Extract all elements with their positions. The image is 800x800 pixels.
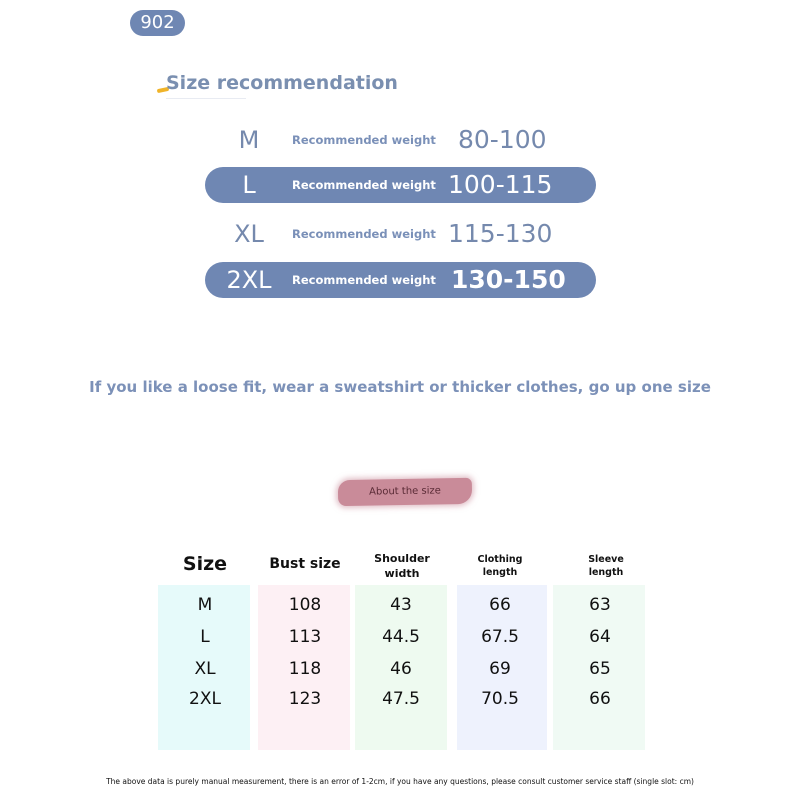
- header-size: Size: [182, 553, 228, 575]
- weight-range: 130-150: [451, 265, 566, 294]
- table-cell-clothing-length: 66: [489, 595, 511, 615]
- table-cell-sleeve-length: 66: [589, 689, 611, 709]
- table-cell-shoulder: 47.5: [382, 689, 420, 709]
- product-code-badge: 902: [130, 10, 185, 36]
- recommendation-row-l: [205, 167, 596, 203]
- recommended-weight-label: Recommended weight: [292, 227, 436, 241]
- table-cell-shoulder: 44.5: [382, 627, 420, 647]
- table-cell-sleeve-length: 64: [589, 627, 611, 647]
- size-recommendation-title: Size recommendation: [166, 72, 398, 94]
- recommendation-row-m: [205, 122, 596, 158]
- recommended-weight-label: Recommended weight: [292, 133, 436, 147]
- title-underline: [166, 98, 246, 99]
- fit-tip: If you like a loose fit, wear a sweatshirt or thicker clothes, go up one size: [89, 378, 711, 396]
- table-cell-clothing-length: 69: [489, 659, 511, 679]
- table-cell-size: XL: [194, 659, 216, 679]
- measurement-footnote: The above data is purely manual measurement, there is an error of 1-2cm, if you have any questions, please consult customer service staff (single slot: cm): [106, 777, 694, 786]
- header-sleeve-length: Sleeve length: [588, 554, 624, 578]
- recommendation-row-xl: [205, 216, 596, 252]
- recommended-size: XL: [234, 220, 264, 248]
- table-cell-bust: 113: [288, 627, 322, 647]
- table-cell-bust: 118: [288, 659, 322, 679]
- table-cell-sleeve-length: 65: [589, 659, 611, 679]
- recommended-weight-label: Recommended weight: [292, 273, 436, 287]
- table-cell-size: 2XL: [189, 689, 221, 709]
- weight-range: 100-115: [448, 170, 553, 199]
- table-cell-bust: 123: [288, 689, 322, 709]
- table-cell-size: M: [197, 595, 213, 615]
- table-cell-bust: 108: [288, 595, 322, 615]
- table-cell-clothing-length: 70.5: [481, 689, 519, 709]
- recommended-weight-label: Recommended weight: [292, 178, 436, 192]
- recommended-size: L: [242, 171, 256, 199]
- header-bust-size: Bust size: [269, 556, 341, 572]
- recommended-size: 2XL: [226, 266, 272, 294]
- weight-range: 80-100: [458, 125, 547, 154]
- table-cell-clothing-length: 67.5: [481, 627, 519, 647]
- header-clothing-length: Clothing length: [477, 554, 523, 578]
- table-cell-shoulder: 43: [390, 595, 412, 615]
- recommended-size: M: [238, 126, 260, 154]
- recommendation-row-2xl: [205, 262, 596, 298]
- weight-range: 115-130: [448, 219, 553, 248]
- header-shoulder-width: Shoulder width: [374, 552, 430, 580]
- table-cell-size: L: [200, 627, 210, 647]
- table-cell-sleeve-length: 63: [589, 595, 611, 615]
- table-cell-shoulder: 46: [390, 659, 412, 679]
- about-the-size-banner: About the size: [338, 478, 472, 506]
